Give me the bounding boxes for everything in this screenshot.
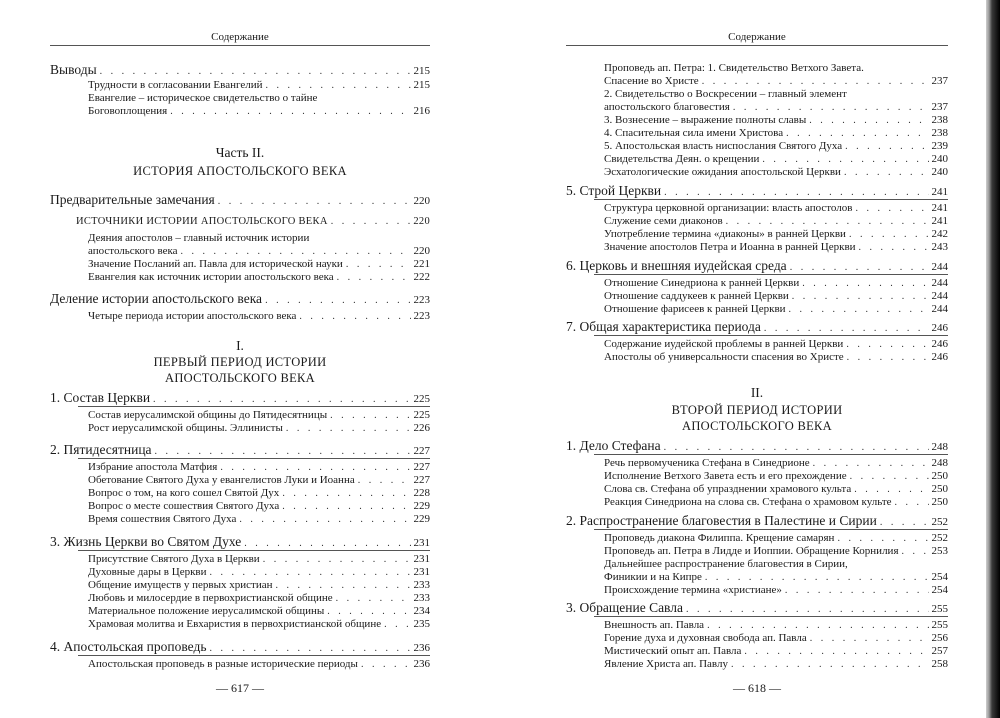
leader-dots: [346, 259, 411, 270]
entry-label: Апостольская проповедь в разные исторические периоды: [88, 658, 358, 670]
entry-label: Время сошествия Святого Духа: [88, 513, 237, 525]
toc-entry[interactable]: [88, 422, 430, 434]
entry-label: Слова св. Стефана об упразднении храмового культа: [604, 483, 852, 495]
leader-dots: [220, 462, 410, 473]
toc-entry[interactable]: [604, 75, 948, 87]
leader-dots: [686, 604, 929, 615]
entry-label: Вопрос о месте сошествия Святого Духа: [88, 500, 280, 512]
entry-page: 229: [413, 513, 430, 525]
entry-label: Значение апостолов Петра и Иоанна в ранней Церкви: [604, 241, 856, 253]
entry-label: Значение Посланий ап. Павла для исторической науки: [88, 258, 343, 270]
leader-dots: [847, 352, 929, 363]
entry-label: Финикии и на Кипре: [604, 571, 702, 583]
entry-label: Речь первомученика Стефана в Синедрионе: [604, 457, 810, 469]
section-rule: [594, 454, 948, 455]
entry-label: Трудности в согласовании Евангелий: [88, 79, 263, 91]
entry-label: 4. Апостольская проповедь: [50, 639, 207, 654]
entry-page: 241: [931, 215, 948, 227]
toc-entry[interactable]: [604, 127, 948, 139]
entry-page: 252: [931, 532, 948, 544]
entry-page: 242: [931, 228, 948, 240]
period-heading-line2: АПОСТОЛЬСКОГО ВЕКА: [165, 371, 315, 385]
entry-page: 244: [931, 277, 948, 289]
entry-page: 250: [931, 496, 948, 508]
toc-entry[interactable]: [566, 600, 948, 616]
entry-page: 252: [931, 516, 948, 528]
toc-entry[interactable]: [604, 571, 948, 583]
toc-entry[interactable]: [50, 291, 430, 307]
entry-label: Отношение фарисеев к ранней Церкви: [604, 303, 786, 315]
toc-entry[interactable]: [50, 534, 430, 550]
entry-page: 237: [931, 101, 948, 113]
entry-page: 246: [931, 351, 948, 363]
entry-page: 236: [413, 642, 430, 654]
entry-label-line1: Проповедь ап. Петра: 1. Свидетельство Ветхого Завета.: [604, 62, 864, 74]
entry-label: Исполнение Ветхого Завета есть и его прехождение: [604, 470, 847, 482]
entry-label: Проповедь ап. Петра в Лидде и Иоппии. Обращение Корнилия: [604, 545, 899, 557]
period-heading-number: II.: [750, 385, 764, 400]
entry-label: 2. Пятидесятница: [50, 442, 152, 457]
entry-label: Обетование Святого Духа у евангелистов Луки и Иоанна: [88, 474, 355, 486]
entry-page: 241: [931, 202, 948, 214]
entry-page: 246: [931, 338, 948, 350]
entry-page: 235: [413, 618, 430, 630]
leader-dots: [265, 295, 410, 306]
entry-label: ИСТОЧНИКИ ИСТОРИИ АПОСТОЛЬСКОГО ВЕКА: [76, 216, 328, 227]
section-rule: [78, 655, 430, 656]
section-rule: [594, 616, 948, 617]
entry-page: 234: [413, 605, 430, 617]
leader-dots: [785, 585, 929, 596]
entry-page: 257: [931, 645, 948, 657]
toc-entry[interactable]: [88, 500, 430, 512]
entry-page: 229: [413, 500, 430, 512]
leader-dots: [731, 659, 929, 670]
entry-label: 5. Строй Церкви: [566, 183, 662, 198]
toc-entry[interactable]: [88, 474, 430, 486]
entry-label: Состав иерусалимской общины до Пятидесятницы: [88, 409, 328, 421]
entry-label: Спасение во Христе: [604, 75, 699, 87]
entry-label: 3. Вознесение – выражение полноты славы: [604, 114, 807, 126]
entry-label-line1: Дальнейшее распространение благовестия в Сирии,: [604, 558, 848, 570]
entry-label: Выводы: [50, 62, 97, 77]
leader-dots: [846, 339, 928, 350]
leader-dots: [100, 66, 411, 77]
entry-page: 227: [413, 461, 430, 473]
leader-dots: [810, 633, 929, 644]
leader-dots: [282, 501, 410, 512]
toc-entry[interactable]: [604, 290, 948, 302]
toc-entry[interactable]: [50, 192, 430, 208]
leader-dots: [265, 80, 410, 91]
leader-dots: [764, 323, 929, 334]
toc-entry[interactable]: [50, 390, 430, 406]
entry-label-line1: Деяния апостолов – главный источник истории: [88, 232, 310, 244]
entry-label: 3. Обращение Савла: [566, 600, 683, 615]
entry-page: 220: [413, 195, 430, 207]
entry-label: Общение имуществ у первых христиан: [88, 579, 273, 591]
entry-page: 246: [931, 322, 948, 334]
entry-label: Рост иерусалимской общины. Эллинисты: [88, 422, 283, 434]
page-number: — 618 —: [733, 681, 781, 695]
section-rule: [594, 199, 948, 200]
section-rule: [594, 335, 948, 336]
leader-dots: [327, 606, 410, 617]
entry-page: 220: [413, 216, 430, 227]
entry-page: 244: [931, 290, 948, 302]
entry-label: Храмовая молитва и Евхаристия в первохристианской общине: [88, 618, 382, 630]
entry-label: Употребление термина «диаконы» в ранней Церкви: [604, 228, 846, 240]
entry-label: Избрание апостола Матфия: [88, 461, 218, 473]
toc-entry[interactable]: [604, 545, 948, 557]
leader-dots: [299, 311, 410, 322]
leader-dots: [902, 546, 929, 557]
entry-page: 223: [413, 310, 430, 322]
toc-entry[interactable]: [50, 639, 430, 655]
entry-label: Присутствие Святого Духа в Церкви: [88, 553, 260, 565]
entry-page: 216: [413, 105, 430, 117]
entry-label: Служение семи диаконов: [604, 215, 723, 227]
entry-label: 5. Апостольская власть ниспослания Святого Духа: [604, 140, 843, 152]
period-heading-line1: ВТОРОЙ ПЕРИОД ИСТОРИИ: [671, 403, 843, 417]
leader-dots: [153, 394, 410, 405]
section-rule: [78, 550, 430, 551]
leader-dots: [813, 458, 929, 469]
leader-dots: [845, 141, 928, 152]
entry-page: 238: [931, 127, 948, 139]
entry-label: Четыре периода истории апостольского века: [88, 310, 297, 322]
toc-entry[interactable]: [604, 645, 948, 657]
entry-label: Отношение Синедриона к ранней Церкви: [604, 277, 800, 289]
entry-page: 256: [931, 632, 948, 644]
page-number: — 617 —: [216, 681, 264, 695]
toc-entry[interactable]: [604, 658, 948, 670]
leader-dots: [850, 471, 929, 482]
entry-label: Боговоплощения: [88, 105, 168, 117]
leader-dots: [880, 517, 929, 528]
leader-dots: [330, 410, 410, 421]
leader-dots: [218, 196, 411, 207]
entry-page: 226: [413, 422, 430, 434]
entry-page: 240: [931, 153, 948, 165]
entry-label: Деление истории апостольского века: [50, 291, 263, 306]
leader-dots: [664, 442, 929, 453]
leader-dots: [210, 567, 411, 578]
leader-dots: [705, 572, 929, 583]
toc-entry[interactable]: [604, 277, 948, 289]
toc-entry[interactable]: [88, 271, 430, 283]
leader-dots: [895, 497, 929, 508]
leader-dots: [855, 203, 928, 214]
part-heading-number: Часть II.: [215, 145, 265, 160]
entry-label: Евангелия как источник истории апостольского века: [88, 271, 334, 283]
toc-entry[interactable]: [566, 258, 948, 274]
entry-page: 255: [931, 603, 948, 615]
toc-entry[interactable]: [88, 566, 430, 578]
toc-entry[interactable]: [88, 592, 430, 604]
section-rule: [78, 458, 430, 459]
header-rule: [566, 45, 948, 46]
toc-entry[interactable]: [566, 438, 948, 454]
toc-entry[interactable]: [88, 618, 430, 630]
entry-label: Духовные дары в Церкви: [88, 566, 207, 578]
entry-label: Явление Христа ап. Павлу: [604, 658, 728, 670]
leader-dots: [762, 154, 928, 165]
toc-entry[interactable]: [604, 303, 948, 315]
leader-dots: [276, 580, 411, 591]
entry-label: Структура церковной организации: власть апостолов: [604, 202, 853, 214]
entry-page: 253: [931, 545, 948, 557]
entry-page: 238: [931, 114, 948, 126]
entry-page: 231: [413, 537, 430, 549]
toc-entry[interactable]: [604, 457, 948, 469]
period-heading-line1: ПЕРВЫЙ ПЕРИОД ИСТОРИИ: [153, 355, 327, 369]
right-page: [500, 0, 986, 718]
leader-dots: [809, 115, 928, 126]
entry-page: 233: [413, 579, 430, 591]
section-rule: [594, 529, 948, 530]
leader-dots: [664, 187, 928, 198]
entry-page: 222: [413, 271, 430, 283]
leader-dots: [263, 554, 411, 565]
toc-entry[interactable]: [604, 483, 948, 495]
entry-page: 243: [931, 241, 948, 253]
entry-label: 3. Жизнь Церкви во Святом Духе: [50, 534, 242, 549]
toc-entry[interactable]: [88, 461, 430, 473]
entry-label: Проповедь диакона Филиппа. Крещение самарян: [604, 532, 835, 544]
leader-dots: [337, 272, 411, 283]
toc-entry[interactable]: [604, 153, 948, 165]
leader-dots: [170, 106, 410, 117]
leader-dots: [802, 278, 928, 289]
entry-label: Мистический опыт ап. Павла: [604, 645, 742, 657]
entry-page: 215: [413, 65, 430, 77]
leader-dots: [789, 304, 929, 315]
leader-dots: [854, 484, 928, 495]
toc-entry-vyvody[interactable]: [50, 62, 430, 78]
entry-page: 231: [413, 566, 430, 578]
toc-entry[interactable]: [566, 319, 948, 335]
entry-label: 1. Дело Стефана: [566, 438, 661, 453]
entry-page: 227: [413, 474, 430, 486]
toc-entry[interactable]: [604, 470, 948, 482]
leader-dots: [331, 216, 411, 227]
entry-label: 7. Общая характеристика периода: [566, 319, 761, 334]
entry-label: 2. Распространение благовестия в Палестине и Сирии: [566, 513, 877, 528]
entry-label-line1: 2. Свидетельство о Воскресении – главный элемент: [604, 88, 847, 100]
leader-dots: [844, 167, 929, 178]
entry-page: 227: [413, 445, 430, 457]
running-head: Содержание: [728, 31, 786, 43]
entry-label: апостольского века: [88, 245, 178, 257]
toc-entry[interactable]: [604, 632, 948, 644]
toc-entry[interactable]: [88, 409, 430, 421]
entry-page: 244: [931, 261, 948, 273]
entry-page: 248: [931, 457, 948, 469]
entry-page: 250: [931, 470, 948, 482]
leader-dots: [155, 446, 411, 457]
entry-label: 4. Спасительная сила имени Христова: [604, 127, 784, 139]
leader-dots: [702, 76, 929, 87]
entry-page: 258: [931, 658, 948, 670]
running-head: Содержание: [211, 31, 269, 43]
entry-label: Эсхатологические ожидания апостольской Церкви: [604, 166, 841, 178]
leader-dots: [733, 102, 929, 113]
toc-entry[interactable]: [88, 513, 430, 525]
leader-dots: [790, 262, 929, 273]
leader-dots: [239, 514, 410, 525]
toc-entry[interactable]: [604, 140, 948, 152]
leader-dots: [792, 291, 929, 302]
entry-label: Материальное положение иерусалимской общины: [88, 605, 325, 617]
entry-page: 221: [413, 258, 430, 270]
leader-dots: [744, 646, 928, 657]
leader-dots: [244, 538, 410, 549]
entry-label: Горение духа и духовная свобода ап. Павла: [604, 632, 807, 644]
section-rule: [78, 406, 430, 407]
toc-entry[interactable]: [88, 245, 430, 257]
toc-entry[interactable]: [50, 442, 430, 458]
toc-entry[interactable]: [88, 605, 430, 617]
leader-dots: [210, 643, 411, 654]
toc-entry[interactable]: [604, 338, 948, 350]
entry-page: 254: [931, 584, 948, 596]
toc-entry[interactable]: [88, 553, 430, 565]
entry-page: 215: [413, 79, 430, 91]
leader-dots: [859, 242, 929, 253]
leader-dots: [286, 423, 411, 434]
entry-page: 223: [413, 294, 430, 306]
entry-label: Вопрос о том, на кого сошел Святой Дух: [88, 487, 280, 499]
leader-dots: [707, 620, 928, 631]
entry-label: Апостолы об универсальности спасения во Христе: [604, 351, 844, 363]
entry-label: Отношение саддукеев к ранней Церкви: [604, 290, 789, 302]
header-rule: [50, 45, 430, 46]
entry-page: 255: [931, 619, 948, 631]
entry-label: 1. Состав Церкви: [50, 390, 151, 405]
toc-entry[interactable]: [566, 513, 948, 529]
screen-edge-shadow: [986, 0, 1000, 718]
entry-label: Любовь и милосердие в первохристианской общине: [88, 592, 333, 604]
toc-entry[interactable]: [604, 215, 948, 227]
entry-label: апостольского благовестия: [604, 101, 730, 113]
entry-page: 239: [931, 140, 948, 152]
leader-dots: [384, 619, 410, 630]
toc-entry[interactable]: [604, 228, 948, 240]
toc-entry[interactable]: [604, 114, 948, 126]
toc-entry[interactable]: [88, 258, 430, 270]
entry-label: Происхождение термина «христиане»: [604, 584, 782, 596]
entry-page: 228: [413, 487, 430, 499]
part-heading-title: ИСТОРИЯ АПОСТОЛЬСКОГО ВЕКА: [133, 164, 347, 178]
toc-entry[interactable]: [604, 532, 948, 544]
leader-dots: [361, 659, 411, 670]
entry-label-line1: Евангелие – историческое свидетельство о тайне: [88, 92, 318, 104]
toc-entry[interactable]: [604, 101, 948, 113]
entry-page: 225: [413, 393, 430, 405]
period-heading-line2: АПОСТОЛЬСКОГО ВЕКА: [682, 419, 832, 433]
toc-entry[interactable]: [88, 487, 430, 499]
toc-entry[interactable]: [566, 183, 948, 199]
entry-page: 240: [931, 166, 948, 178]
entry-label: 6. Церковь и внешняя иудейская среда: [566, 258, 787, 273]
toc-entry[interactable]: [604, 584, 948, 596]
period-heading-number: I.: [236, 338, 244, 353]
section-rule: [594, 274, 948, 275]
entry-page: 250: [931, 483, 948, 495]
leader-dots: [336, 593, 411, 604]
entry-page: 231: [413, 553, 430, 565]
toc-entry[interactable]: [604, 496, 948, 508]
leader-dots: [726, 216, 929, 227]
leader-dots: [282, 488, 410, 499]
entry-page: 248: [931, 441, 948, 453]
leader-dots: [837, 533, 928, 544]
entry-page: 236: [413, 658, 430, 670]
entry-label: Реакция Синедриона на слова св. Стефана о храмовом культе: [604, 496, 892, 508]
toc-entry[interactable]: [604, 619, 948, 631]
entry-page: 237: [931, 75, 948, 87]
entry-label: Предварительные замечания: [50, 192, 215, 207]
entry-page: 225: [413, 409, 430, 421]
entry-page: 241: [931, 186, 948, 198]
toc-entry[interactable]: [88, 310, 430, 322]
entry-label: Содержание иудейской проблемы в ранней Церкви: [604, 338, 844, 350]
toc-entry[interactable]: [88, 105, 430, 117]
entry-label: Свидетельства Деян. о крещении: [604, 153, 760, 165]
leader-dots: [181, 246, 411, 257]
toc-entry[interactable]: [604, 351, 948, 363]
toc-entry[interactable]: [76, 216, 430, 227]
leader-dots: [358, 475, 411, 486]
toc-entry[interactable]: [604, 166, 948, 178]
entry-page: 233: [413, 592, 430, 604]
entry-page: 244: [931, 303, 948, 315]
entry-label: Внешность ап. Павла: [604, 619, 705, 631]
toc-entry[interactable]: [88, 658, 430, 670]
entry-page: 220: [413, 245, 430, 257]
toc-entry[interactable]: [88, 579, 430, 591]
toc-entry[interactable]: [88, 79, 430, 91]
entry-page: 254: [931, 571, 948, 583]
toc-entry[interactable]: [604, 241, 948, 253]
leader-dots: [786, 128, 928, 139]
leader-dots: [849, 229, 929, 240]
toc-entry[interactable]: [604, 202, 948, 214]
